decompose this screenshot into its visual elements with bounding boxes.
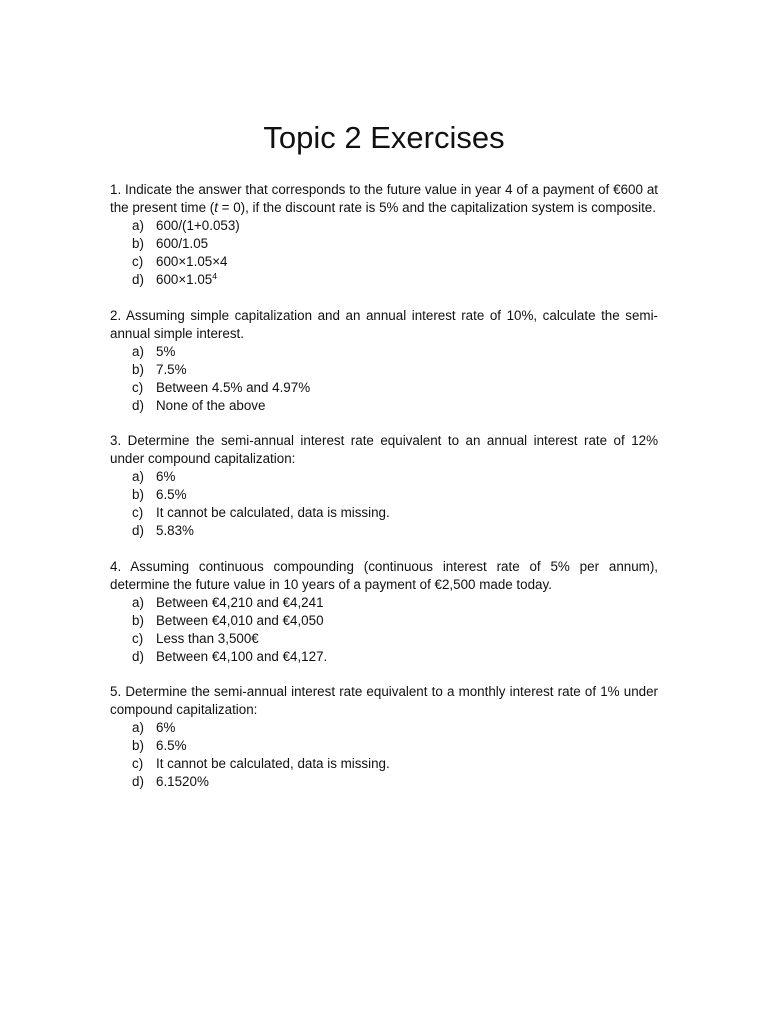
option-d [132,397,658,415]
option-text: 600×1.05×4 [156,254,228,269]
option-text: It cannot be calculated, data is missing. [156,505,390,520]
option-text: None of the above [156,397,266,413]
option-text: 5% [156,343,176,359]
option-letter: c) [132,505,144,520]
option-letter: c) [132,254,144,269]
option-text: 600/1.05 [156,236,209,251]
option-text: 5.83% [156,523,194,538]
option-b [132,612,658,630]
option-list [110,217,658,289]
question-3 [110,432,658,540]
option-a [132,594,658,612]
option-letter: a) [132,218,144,233]
option-d [132,271,658,289]
question-stem: 2. Assuming simple capitalization and an annual interest rate of 10%, calculate the semi-annual simple interest. [110,307,658,341]
option-text: 6.5% [156,487,187,502]
option-c [132,379,658,397]
option-a [132,217,658,235]
option-list [110,343,658,415]
question-stem [110,181,658,217]
option-text: It cannot be calculated, data is missing. [156,756,390,771]
option-c [132,253,658,271]
option-letter: c) [132,379,144,395]
option-list [110,719,658,791]
option-text: 600/(1+0.053) [156,218,240,233]
option-c [132,504,658,522]
option-text: Between €4,100 and €4,127. [156,648,328,664]
option-text: Between 4.5% and 4.97% [156,379,311,395]
option-letter: d) [132,648,144,664]
option-letter: b) [132,236,144,251]
question-stem: 4. Assuming continuous compounding (continuous interest rate of 5% per annum), determine the future value in 10 years of a payment of €2,500 made today. [110,558,658,592]
option-letter: b) [132,738,144,753]
question-stem: 3. Determine the semi-annual interest rate equivalent to an annual interest rate of 12% under compound capitalization: [110,433,658,466]
option-d [132,773,658,791]
option-text: 6% [156,469,176,484]
option-text: 6.1520% [156,774,209,789]
option-letter: a) [132,720,144,735]
option-text [156,271,217,289]
option-letter: a) [132,594,144,610]
option-c [132,755,658,773]
option-letter: b) [132,487,144,502]
option-text: Less than 3,500€ [156,630,259,646]
question-stem: 5. Determine the semi-annual interest rate equivalent to a monthly interest rate of 1% under compound capitalization: [110,684,658,717]
question-list [110,181,658,791]
option-a [132,468,658,486]
option-letter: d) [132,523,144,538]
option-d [132,522,658,540]
option-a [132,719,658,737]
option-list [110,468,658,540]
option-exponent: 4 [212,270,218,281]
option-text: Between €4,210 and €4,241 [156,594,324,610]
question-stem-variable: t [214,200,218,215]
question-2 [110,307,658,415]
option-letter: d) [132,272,144,287]
option-text: 7.5% [156,361,187,377]
page-title: Topic 2 Exercises [263,120,505,155]
question-5 [110,683,658,791]
question-stem-text: 1. Indicate the answer that corresponds to the future value in year 4 of a payment of €600 at the present time ( [110,182,658,215]
option-letter: c) [132,756,144,771]
option-letter: d) [132,397,144,413]
option-d [132,648,658,666]
option-letter: b) [132,361,144,377]
option-list [110,594,658,666]
option-text-base: 600×1.05 [156,272,213,287]
option-letter: a) [132,469,144,484]
question-stem-text: = 0), if the discount rate is 5% and the capitalization system is composite. [217,200,656,215]
option-letter: d) [132,774,144,789]
option-c [132,630,658,648]
option-b [132,235,658,253]
option-b [132,737,658,755]
option-text: 6.5% [156,738,187,753]
option-a [132,343,658,361]
question-4 [110,558,658,666]
option-text: Between €4,010 and €4,050 [156,612,324,628]
option-letter: a) [132,343,144,359]
question-1 [110,181,658,289]
option-b [132,361,658,379]
option-letter: c) [132,630,144,646]
option-text: 6% [156,720,176,735]
option-letter: b) [132,612,144,628]
option-b [132,486,658,504]
